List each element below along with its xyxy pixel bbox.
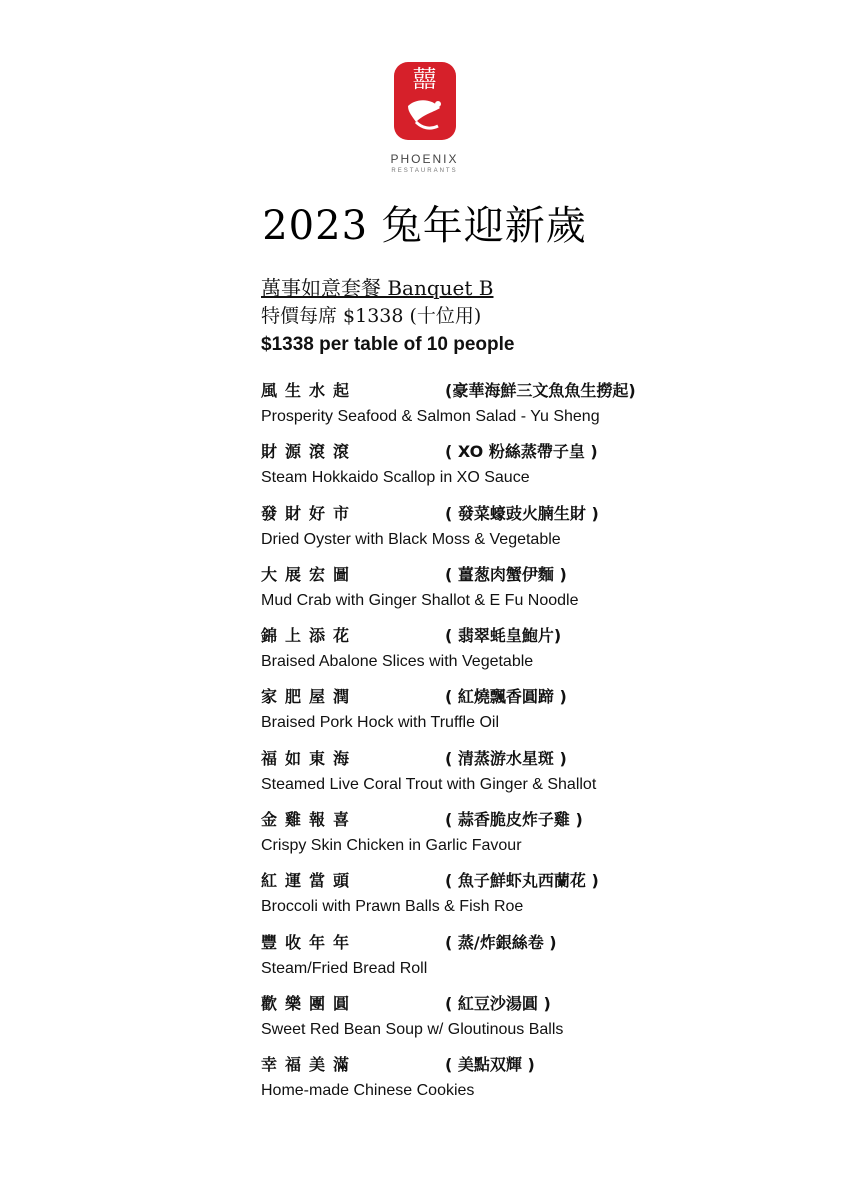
dish-name-zh: 家肥屋潤: [261, 687, 358, 707]
menu-item: [261, 437, 821, 498]
menu-item: [261, 376, 821, 437]
dish-name-zh: 福如東海: [261, 748, 358, 768]
phoenix-seal-icon: [394, 62, 456, 140]
dish-name-en: Sweet Red Bean Soup w/ Gloutinous Balls: [261, 1020, 564, 1038]
dish-name-en: Prosperity Seafood & Salmon Salad - Yu Sheng: [261, 408, 600, 425]
banquet-header: [261, 274, 514, 360]
menu-item: [261, 1050, 821, 1111]
dish-name-zh: 幸福美滿: [261, 1055, 358, 1075]
menu-item: [261, 560, 821, 621]
dish-name-en: Dried Oyster with Black Moss & Vegetable: [261, 530, 561, 548]
dish-detail-zh: ( 蒸/炸銀絲卷 ): [445, 932, 557, 952]
menu-item: [261, 682, 821, 743]
banquet-price-en: $1338 per table of 10 people: [261, 334, 515, 355]
banquet-name: 萬事如意套餐 Banquet B: [261, 276, 494, 300]
dish-name-zh: 財源滾滾: [261, 442, 358, 462]
dish-detail-zh: ( 蒜香脆皮炸子雞 ): [445, 810, 583, 830]
dish-name-zh: 金雞報喜: [261, 810, 358, 830]
dish-name-en: Steamed Live Coral Trout with Ginger & Shallot: [261, 775, 597, 793]
dish-name-zh: 發財好市: [261, 503, 358, 523]
dish-detail-zh: ( 紅燒飄香圓蹄 ): [445, 687, 567, 707]
dish-detail-zh: ( 薑葱肉蟹伊麵 ): [445, 564, 567, 584]
brand-subtitle: RESTAURANTS: [391, 168, 458, 174]
menu-item: [261, 621, 821, 682]
dish-name-en: Steam/Fried Bread Roll: [261, 959, 428, 977]
dish-detail-zh: ( 美點双輝 ): [445, 1055, 535, 1075]
dish-name-zh: 紅運當頭: [261, 871, 358, 891]
dish-name-en: Braised Pork Hock with Truffle Oil: [261, 714, 500, 732]
menu-item: [261, 866, 821, 927]
banquet-price-zh: 特價每席 $1338 (十位用): [261, 305, 482, 327]
restaurant-logo: [0, 62, 849, 174]
dish-detail-zh: ( 翡翠蚝皇鮑片): [445, 626, 562, 646]
dish-name-zh: 錦上添花: [261, 626, 358, 646]
dish-name-en: Mud Crab with Ginger Shallot & E Fu Noodle: [261, 591, 579, 609]
dish-detail-zh: ( 發菜蠔豉火腩生財 ): [445, 503, 599, 523]
dish-detail-zh: ( 清蒸游水星斑 ): [445, 748, 567, 768]
dish-name-en: Broccoli with Prawn Balls & Fish Roe: [261, 898, 524, 916]
dish-name-en: Steam Hokkaido Scallop in XO Sauce: [261, 469, 530, 487]
dish-name-zh: 豐收年年: [261, 932, 358, 952]
dish-name-zh: 大展宏圖: [261, 564, 358, 584]
menu-item: [261, 989, 821, 1050]
menu-item: [261, 744, 821, 805]
menu-item: [261, 499, 821, 560]
dish-name-en: Crispy Skin Chicken in Garlic Favour: [261, 837, 522, 855]
dish-detail-zh: (豪華海鮮三文魚魚生撈起): [445, 381, 636, 400]
dish-detail-zh: ( 紅豆沙湯圓 ): [445, 993, 551, 1013]
menu-list: [261, 376, 821, 1112]
page-title: 2023 兔年迎新歲: [262, 203, 587, 249]
dish-name-en: Home-made Chinese Cookies: [261, 1082, 475, 1100]
dish-detail-zh: ( XO 粉絲蒸帶子皇 ): [445, 442, 598, 462]
dish-name-en: Braised Abalone Slices with Vegetable: [261, 653, 534, 671]
dish-name-zh: 風生水起: [261, 381, 358, 400]
menu-item: [261, 805, 821, 866]
dish-detail-zh: ( 魚子鮮虾丸西蘭花 ): [445, 871, 599, 891]
brand-name: PHOENIX: [390, 152, 459, 166]
dish-name-zh: 歡樂團圓: [261, 993, 358, 1013]
menu-item: [261, 928, 821, 989]
seal-glyph: 囍: [412, 65, 437, 93]
